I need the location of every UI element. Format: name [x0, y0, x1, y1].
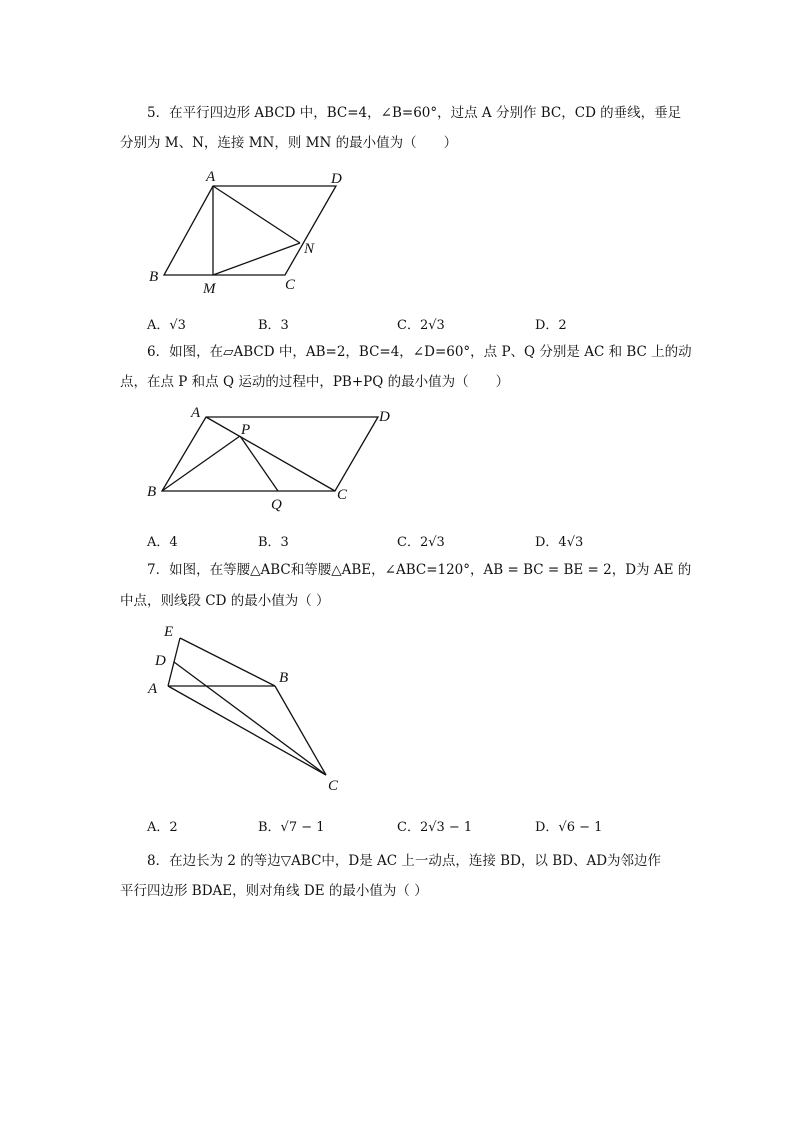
q5-option-a[interactable]: A．√3 — [147, 318, 186, 333]
q7-text-line2: 中点，则线段 CD 的最小值为（ ） — [120, 593, 330, 609]
q6-label-a: A — [191, 405, 201, 421]
q7-option-c[interactable]: C．2√3 − 1 — [397, 820, 473, 835]
q6-text-line2: 点，在点 P 和点 Q 运动的过程中，PB+PQ 的最小值为（ ） — [120, 374, 510, 390]
q6-label-d: D — [379, 409, 390, 425]
q5-label-m: M — [203, 281, 216, 297]
q5-option-b[interactable]: B．3 — [258, 318, 289, 333]
q7-segment-eb — [180, 638, 275, 686]
q6-option-b[interactable]: B．3 — [258, 535, 289, 550]
q7-label-b: B — [279, 670, 289, 686]
q7-label-d: D — [155, 653, 166, 669]
q6-label-b: B — [147, 484, 157, 500]
q7-label-a: A — [148, 681, 158, 697]
q7-label-e: E — [164, 624, 174, 640]
q8-text-line1: 8．在边长为 2 的等边▽ABC中，D是 AC 上一动点，连接 BD，以 BD、AD为邻边作 — [147, 853, 662, 869]
q7-text-line1: 7．如图，在等腰△ABC和等腰△ABE，∠ABC=120°，AB = BC = BE = 2，D为 AE 的 — [147, 562, 692, 578]
q6-option-d[interactable]: D．4√3 — [535, 535, 584, 550]
q7-option-a[interactable]: A．2 — [147, 820, 178, 835]
q7-segment-dc — [174, 662, 326, 775]
q6-text-line1: 6．如图，在▱ABCD 中，AB=2，BC=4，∠D=60°，点 P、Q 分别是 AC 和 BC 上的动 — [147, 344, 692, 360]
q6-option-a[interactable]: A．4 — [147, 535, 178, 550]
q6-label-c: C — [337, 487, 348, 503]
q5-text-line1: 5．在平行四边形 ABCD 中，BC=4，∠B=60°，过点 A 分别作 BC，CD 的垂线，垂足 — [147, 105, 682, 121]
q5-label-a: A — [206, 169, 216, 185]
q5-label-d: D — [331, 171, 342, 187]
q6-label-p: P — [241, 422, 251, 438]
q7-segment-ac — [168, 686, 326, 775]
q5-text-line2: 分别为 M、N，连接 MN，则 MN 的最小值为（ ） — [120, 135, 458, 151]
q7-option-d[interactable]: D．√6 − 1 — [535, 820, 603, 835]
q5-option-d[interactable]: D．2 — [535, 318, 567, 333]
q5-option-c[interactable]: C．2√3 — [397, 318, 445, 333]
q5-label-c: C — [285, 277, 296, 293]
q6-option-c[interactable]: C．2√3 — [397, 535, 445, 550]
q6-label-q: Q — [271, 497, 282, 513]
q8-text-line2: 平行四边形 BDAE，则对角线 DE 的最小值为（ ） — [120, 883, 428, 899]
q7-segment-bc — [275, 686, 326, 775]
q7-label-c: C — [328, 778, 339, 794]
q5-label-b: B — [149, 269, 159, 285]
q5-label-n: N — [304, 241, 315, 257]
q7-option-b[interactable]: B．√7 − 1 — [258, 820, 325, 835]
